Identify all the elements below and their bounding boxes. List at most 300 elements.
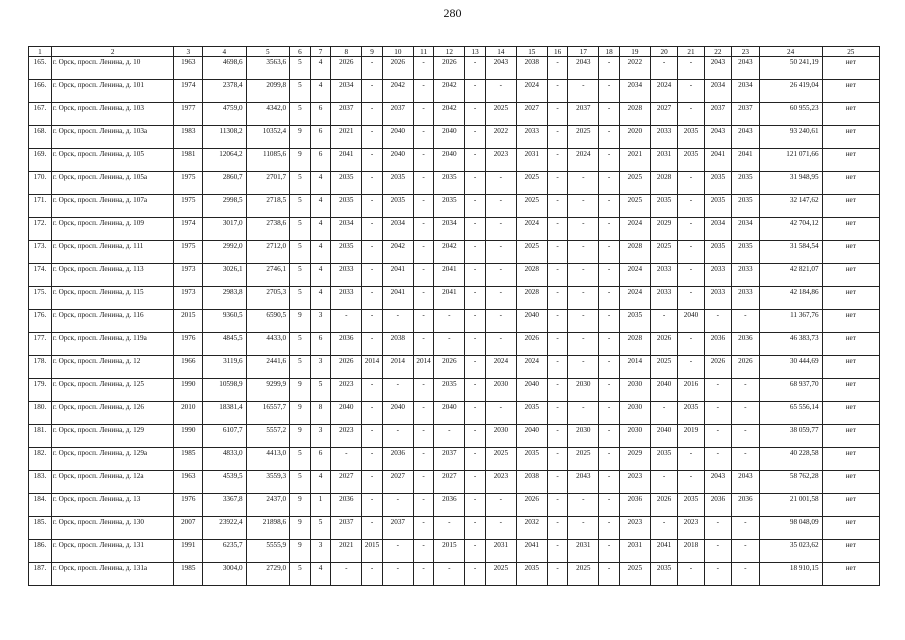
row-number-cell: 175. [29, 287, 52, 310]
table-cell: - [434, 425, 465, 448]
address-cell: г. Орск, просп. Ленина, д. 101 [51, 80, 174, 103]
table-cell: - [362, 517, 383, 540]
table-cell: 2030 [619, 425, 650, 448]
table-cell: - [678, 563, 704, 586]
table-cell: 3017,0 [203, 218, 247, 241]
table-cell: 2024 [516, 356, 547, 379]
table-cell: - [547, 103, 568, 126]
table-cell: 2040 [434, 402, 465, 425]
table-cell: 10352,4 [246, 126, 290, 149]
table-cell: 2040 [382, 126, 413, 149]
table-cell: - [413, 149, 434, 172]
table-cell: 2035 [650, 563, 677, 586]
table-cell: 2035 [678, 402, 704, 425]
table-cell: 1985 [174, 448, 203, 471]
table-cell: 2037 [704, 103, 731, 126]
table-cell: 2042 [434, 241, 465, 264]
table-cell: 9 [290, 126, 311, 149]
table-cell: 2030 [485, 425, 516, 448]
table-cell: 6 [310, 149, 331, 172]
table-cell: - [413, 448, 434, 471]
table-cell: 3 [310, 310, 331, 333]
column-number-cell: 14 [485, 47, 516, 57]
table-cell: 2037 [331, 517, 362, 540]
table-cell: - [599, 126, 620, 149]
table-cell: - [465, 402, 486, 425]
table-cell: - [382, 563, 413, 586]
table-row [29, 218, 880, 241]
column-number-cell: 7 [310, 47, 331, 57]
table-cell: 2020 [619, 126, 650, 149]
table-cell: 2035 [704, 172, 731, 195]
table-cell: - [362, 563, 383, 586]
table-cell: 2036 [619, 494, 650, 517]
table-cell: - [362, 126, 383, 149]
table-cell: 2035 [516, 402, 547, 425]
table-cell: - [485, 517, 516, 540]
table-cell: 1975 [174, 172, 203, 195]
table-cell: - [413, 540, 434, 563]
table-cell: - [362, 57, 383, 80]
table-cell: 5 [310, 379, 331, 402]
table-cell: 4539,5 [203, 471, 247, 494]
table-cell: 93 240,61 [759, 126, 822, 149]
table-cell: 2023 [331, 379, 362, 402]
table-cell: - [704, 517, 731, 540]
row-number-cell: 166. [29, 80, 52, 103]
table-cell: - [547, 126, 568, 149]
table-cell: 1976 [174, 333, 203, 356]
table-cell: - [413, 241, 434, 264]
table-cell: 2035 [732, 195, 759, 218]
table-cell: - [413, 195, 434, 218]
column-number-cell: 17 [568, 47, 599, 57]
table-cell: 3559,3 [246, 471, 290, 494]
table-cell: - [362, 471, 383, 494]
table-cell: 2015 [174, 310, 203, 333]
table-cell: 2029 [619, 448, 650, 471]
table-cell: 2025 [485, 563, 516, 586]
table-cell: - [732, 379, 759, 402]
table-cell: 2983,8 [203, 287, 247, 310]
table-cell: 2035 [650, 448, 677, 471]
table-cell: 2018 [678, 540, 704, 563]
table-cell: - [434, 563, 465, 586]
table-cell: - [650, 471, 677, 494]
row-number-cell: 181. [29, 425, 52, 448]
table-cell: - [599, 218, 620, 241]
table-cell: - [568, 80, 599, 103]
table-cell: 6 [310, 103, 331, 126]
table-cell: - [434, 310, 465, 333]
table-cell: 2860,7 [203, 172, 247, 195]
table-cell: 1975 [174, 241, 203, 264]
table-cell: 5 [290, 80, 311, 103]
table-cell: - [382, 310, 413, 333]
table-cell: 42 184,86 [759, 287, 822, 310]
table-cell: - [485, 402, 516, 425]
table-cell: 2028 [516, 287, 547, 310]
table-cell: - [678, 287, 704, 310]
table-cell: 2718,5 [246, 195, 290, 218]
table-cell: нет [822, 241, 879, 264]
table-cell: 2036 [732, 333, 759, 356]
column-number-cell: 11 [413, 47, 434, 57]
table-cell: 2035 [382, 195, 413, 218]
table-cell: - [704, 563, 731, 586]
table-cell: 2027 [382, 471, 413, 494]
table-cell: 1973 [174, 287, 203, 310]
table-cell: 4 [310, 287, 331, 310]
table-cell: - [485, 218, 516, 241]
column-number-cell: 12 [434, 47, 465, 57]
table-cell: - [547, 218, 568, 241]
table-cell: 2028 [619, 103, 650, 126]
address-cell: г. Орск, просп. Ленина, д. 103а [51, 126, 174, 149]
table-cell: 2040 [650, 379, 677, 402]
table-cell: нет [822, 517, 879, 540]
table-cell: 2027 [434, 471, 465, 494]
table-cell: 2040 [516, 310, 547, 333]
table-cell: нет [822, 287, 879, 310]
table-cell: 2043 [732, 126, 759, 149]
table-cell: 2014 [413, 356, 434, 379]
table-cell: 9 [290, 540, 311, 563]
table-cell: - [599, 172, 620, 195]
table-cell: 9 [290, 379, 311, 402]
table-cell: 6 [310, 448, 331, 471]
table-cell: - [362, 494, 383, 517]
table-cell: 2712,0 [246, 241, 290, 264]
column-number-row [29, 47, 880, 57]
table-cell: 68 937,70 [759, 379, 822, 402]
table-cell: - [547, 402, 568, 425]
table-cell: 2026 [434, 57, 465, 80]
table-cell: - [465, 494, 486, 517]
table-cell: 2028 [650, 172, 677, 195]
table-cell: 1990 [174, 379, 203, 402]
table-row [29, 241, 880, 264]
table-cell: 4759,0 [203, 103, 247, 126]
table-cell: 2023 [619, 471, 650, 494]
table-cell: 2030 [568, 379, 599, 402]
table-cell: нет [822, 172, 879, 195]
table-cell: 2031 [568, 540, 599, 563]
address-cell: г. Орск, просп. Ленина, д. 10 [51, 57, 174, 80]
table-cell: 11085,6 [246, 149, 290, 172]
table-cell: 2028 [619, 241, 650, 264]
table-cell: - [465, 103, 486, 126]
table-cell: 5 [290, 448, 311, 471]
table-cell: - [547, 195, 568, 218]
table-cell: - [599, 80, 620, 103]
table-cell: 2041 [434, 264, 465, 287]
table-cell: 2030 [568, 425, 599, 448]
table-cell: 2037 [732, 103, 759, 126]
table-cell: 2033 [650, 264, 677, 287]
table-cell: 2042 [382, 241, 413, 264]
table-cell: 4433,0 [246, 333, 290, 356]
table-cell: 2034 [382, 218, 413, 241]
table-cell: 4413,0 [246, 448, 290, 471]
table-cell: 2036 [704, 333, 731, 356]
table-cell: 2035 [732, 172, 759, 195]
table-cell: - [547, 264, 568, 287]
table-cell: 2031 [485, 540, 516, 563]
table-cell: 2043 [568, 57, 599, 80]
table-cell: - [568, 310, 599, 333]
table-cell: 9 [290, 310, 311, 333]
table-cell: - [362, 448, 383, 471]
table-cell: 2014 [382, 356, 413, 379]
row-number-cell: 168. [29, 126, 52, 149]
table-cell: 5 [290, 333, 311, 356]
table-row [29, 425, 880, 448]
row-number-cell: 184. [29, 494, 52, 517]
table-cell: 35 023,62 [759, 540, 822, 563]
column-number-cell: 19 [619, 47, 650, 57]
column-number-cell: 22 [704, 47, 731, 57]
table-cell: - [362, 379, 383, 402]
table-cell: 3563,6 [246, 57, 290, 80]
table-cell: 98 048,09 [759, 517, 822, 540]
table-row [29, 402, 880, 425]
table-cell: - [732, 563, 759, 586]
table-cell: 6107,7 [203, 425, 247, 448]
table-cell: 2028 [516, 264, 547, 287]
address-cell: г. Орск, просп. Ленина, д. 131 [51, 540, 174, 563]
column-number-cell: 4 [203, 47, 247, 57]
table-row [29, 379, 880, 402]
table-cell: 4698,6 [203, 57, 247, 80]
table-cell: - [465, 264, 486, 287]
table-cell: 2015 [434, 540, 465, 563]
table-cell: 1963 [174, 57, 203, 80]
column-number-cell: 9 [362, 47, 383, 57]
table-cell: 2042 [434, 103, 465, 126]
table-cell: - [362, 241, 383, 264]
table-cell: нет [822, 494, 879, 517]
table-cell: 2025 [619, 172, 650, 195]
table-cell: 2705,3 [246, 287, 290, 310]
table-cell: 2034 [619, 80, 650, 103]
table-cell: 1991 [174, 540, 203, 563]
table-cell: нет [822, 126, 879, 149]
table-cell: - [547, 425, 568, 448]
table-cell: 2024 [619, 264, 650, 287]
table-row [29, 103, 880, 126]
table-cell: - [362, 80, 383, 103]
table-cell: 8 [310, 402, 331, 425]
table-cell: 2099,8 [246, 80, 290, 103]
table-cell: - [413, 126, 434, 149]
table-cell: 3367,8 [203, 494, 247, 517]
table-cell: 9299,9 [246, 379, 290, 402]
table-cell: нет [822, 563, 879, 586]
row-number-cell: 171. [29, 195, 52, 218]
table-cell: 2030 [619, 402, 650, 425]
address-cell: г. Орск, просп. Ленина, д. 130 [51, 517, 174, 540]
table-cell: - [599, 356, 620, 379]
table-cell: - [362, 264, 383, 287]
table-cell: 1985 [174, 563, 203, 586]
table-cell: 2042 [434, 80, 465, 103]
table-cell: 2034 [331, 218, 362, 241]
table-cell: - [413, 471, 434, 494]
table-cell: 2024 [516, 80, 547, 103]
table-cell: 2025 [485, 103, 516, 126]
table-cell: - [568, 402, 599, 425]
table-cell: - [362, 218, 383, 241]
table-cell: 2035 [434, 172, 465, 195]
table-cell: 1973 [174, 264, 203, 287]
row-number-cell: 180. [29, 402, 52, 425]
table-cell: 9360,5 [203, 310, 247, 333]
table-cell: 2025 [485, 448, 516, 471]
table-cell: 2034 [704, 218, 731, 241]
table-cell: - [678, 471, 704, 494]
table-cell: - [485, 310, 516, 333]
table-row [29, 172, 880, 195]
table-cell: 2023 [485, 149, 516, 172]
address-cell: г. Орск, просп. Ленина, д. 131а [51, 563, 174, 586]
table-cell: 5 [290, 264, 311, 287]
table-cell: - [547, 333, 568, 356]
table-cell: нет [822, 356, 879, 379]
table-cell: 2701,7 [246, 172, 290, 195]
table-cell: 2035 [678, 494, 704, 517]
table-cell: 5555,9 [246, 540, 290, 563]
table-cell: 2035 [331, 241, 362, 264]
table-cell: нет [822, 540, 879, 563]
table-cell: 2035 [331, 172, 362, 195]
table-cell: 2037 [434, 448, 465, 471]
table-cell: - [547, 57, 568, 80]
table-cell: 11 367,76 [759, 310, 822, 333]
table-cell: 31 948,95 [759, 172, 822, 195]
table-cell: - [362, 287, 383, 310]
table-cell: 42 821,07 [759, 264, 822, 287]
table-cell: 2026 [650, 494, 677, 517]
table-cell: - [704, 402, 731, 425]
table-cell: 1963 [174, 471, 203, 494]
table-cell: 2035 [516, 563, 547, 586]
table-cell: 4 [310, 563, 331, 586]
table-cell: - [362, 402, 383, 425]
table-cell: 2040 [434, 149, 465, 172]
table-cell: 2023 [678, 517, 704, 540]
table-row [29, 517, 880, 540]
table-cell: - [704, 448, 731, 471]
table-cell: 2034 [732, 80, 759, 103]
table-cell: - [465, 172, 486, 195]
table-cell: - [599, 402, 620, 425]
table-row [29, 310, 880, 333]
table-cell: 2036 [331, 333, 362, 356]
table-cell: 2035 [516, 448, 547, 471]
table-cell: - [465, 80, 486, 103]
table-cell: 1974 [174, 218, 203, 241]
table-cell: 2033 [331, 287, 362, 310]
row-number-cell: 169. [29, 149, 52, 172]
table-cell: - [485, 494, 516, 517]
row-number-cell: 170. [29, 172, 52, 195]
table-cell: нет [822, 402, 879, 425]
table-cell: 1975 [174, 195, 203, 218]
table-cell: 5 [290, 241, 311, 264]
table-cell: 2037 [382, 517, 413, 540]
table-cell: - [547, 241, 568, 264]
table-cell: 5 [290, 218, 311, 241]
table-cell: - [568, 287, 599, 310]
table-cell: 2033 [516, 126, 547, 149]
table-cell: 2041 [434, 287, 465, 310]
table-cell: нет [822, 333, 879, 356]
table-cell: - [465, 540, 486, 563]
table-cell: 2031 [650, 149, 677, 172]
table-cell: 2035 [619, 310, 650, 333]
table-cell: 3 [310, 425, 331, 448]
table-cell: 5557,2 [246, 425, 290, 448]
table-cell: 9 [290, 494, 311, 517]
table-cell: 2014 [619, 356, 650, 379]
table-cell: 2043 [704, 57, 731, 80]
table-cell: 1977 [174, 103, 203, 126]
table-row [29, 356, 880, 379]
table-cell: 2027 [331, 471, 362, 494]
table-cell: - [465, 471, 486, 494]
table-cell: - [732, 310, 759, 333]
table-cell: 2036 [732, 494, 759, 517]
table-cell: - [465, 126, 486, 149]
table-cell: - [732, 448, 759, 471]
table-cell: - [547, 471, 568, 494]
table-cell: 2024 [516, 218, 547, 241]
table-cell: 2022 [619, 57, 650, 80]
table-cell: 6590,5 [246, 310, 290, 333]
table-cell: - [547, 379, 568, 402]
table-cell: - [650, 310, 677, 333]
table-cell: 2041 [382, 287, 413, 310]
table-cell: - [465, 356, 486, 379]
table-cell: - [547, 172, 568, 195]
table-cell: - [568, 218, 599, 241]
table-cell: 2035 [704, 195, 731, 218]
table-cell: 2028 [619, 333, 650, 356]
row-number-cell: 172. [29, 218, 52, 241]
table-cell: - [599, 448, 620, 471]
table-cell: 2025 [650, 356, 677, 379]
table-cell: - [382, 379, 413, 402]
table-cell: - [331, 448, 362, 471]
table-cell: 2026 [331, 57, 362, 80]
table-cell: 2026 [434, 356, 465, 379]
address-cell: г. Орск, просп. Ленина, д. 12а [51, 471, 174, 494]
table-cell: - [650, 517, 677, 540]
row-number-cell: 182. [29, 448, 52, 471]
table-cell: 2043 [704, 471, 731, 494]
table-cell: 5 [290, 172, 311, 195]
table-cell: 2037 [331, 103, 362, 126]
table-cell: 21898,6 [246, 517, 290, 540]
table-cell: - [678, 57, 704, 80]
table-cell: - [413, 287, 434, 310]
table-cell: - [568, 356, 599, 379]
table-cell: 2030 [485, 379, 516, 402]
table-cell: - [413, 425, 434, 448]
table-cell: 2021 [619, 149, 650, 172]
table-cell: 2025 [516, 172, 547, 195]
